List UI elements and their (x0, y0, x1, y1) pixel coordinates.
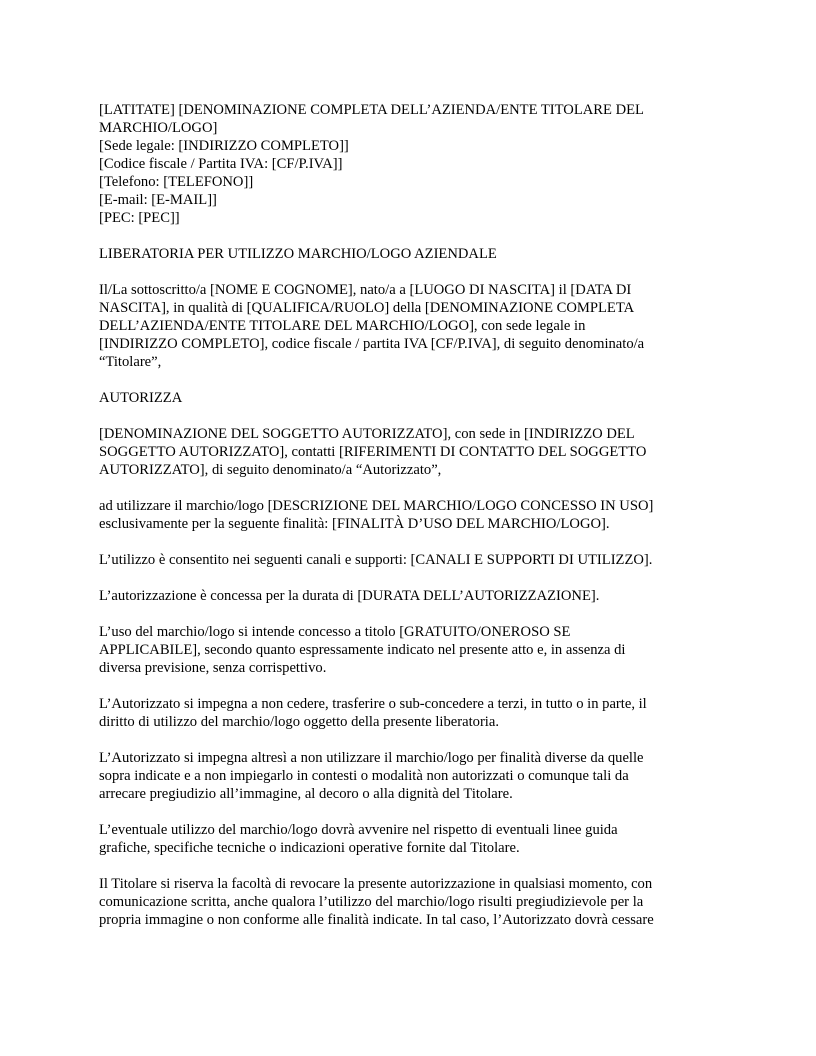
paragraph-line: Il/La sottoscritto/a [NOME E COGNOME], nato/a a [LUOGO DI NASCITA] il [DATA DI (99, 282, 632, 298)
document-body (99, 101, 719, 929)
paragraph-line: diversa previsione, senza corrispettivo. (99, 660, 327, 676)
paragraph-line: L’eventuale utilizzo del marchio/logo dovrà avvenire nel rispetto di eventuali linee guida (99, 822, 618, 838)
authorized-party-paragraph (99, 425, 719, 479)
paragraph-line: [INDIRIZZO COMPLETO], codice fiscale / partita IVA [CF/P.IVA], di seguito denominato/a (99, 336, 645, 352)
revocation-paragraph (99, 875, 719, 929)
paragraph-line: propria immagine o non conforme alle finalità indicate. In tal caso, l’Autorizzato dovrà cessare (99, 912, 654, 928)
paragraph-line: L’autorizzazione è concessa per la durata di [DURATA DELL’AUTORIZZAZIONE]. (99, 588, 600, 604)
paragraph-line: comunicazione scritta, anche qualora l’utilizzo del marchio/logo risulti pregiudizievole per la (99, 894, 644, 910)
purpose-paragraph (99, 497, 719, 533)
paragraph-line: Il Titolare si riserva la facoltà di revocare la presente autorizzazione in qualsiasi momento, con (99, 876, 653, 892)
paragraph-line: SOGGETTO AUTORIZZATO], contatti [RIFERIMENTI DI CONTATTO DEL SOGGETTO (99, 444, 647, 460)
letterhead-line: [E-mail: [E-MAIL]] (99, 192, 217, 208)
paragraph-line: L’Autorizzato si impegna a non cedere, trasferire o sub-concedere a terzi, in tutto o in parte, il (99, 696, 647, 712)
letterhead-line: MARCHIO/LOGO] (99, 120, 218, 136)
paragraph-line: grafiche, specifiche tecniche o indicazioni operative fornite dal Titolare. (99, 840, 520, 856)
paragraph-line: “Titolare”, (99, 354, 162, 370)
letterhead (99, 101, 719, 227)
paragraph-line: AUTORIZZATO], di seguito denominato/a “Autorizzato”, (99, 462, 442, 478)
paragraph-line: [DENOMINAZIONE DEL SOGGETTO AUTORIZZATO], con sede in [INDIRIZZO DEL (99, 426, 635, 442)
paragraph-line: esclusivamente per la seguente finalità: [FINALITÀ D’USO DEL MARCHIO/LOGO]. (99, 516, 610, 532)
paragraph-line: APPLICABILE], secondo quanto espressamente indicato nel presente atto e, in assenza di (99, 642, 626, 658)
letterhead-line: [Codice fiscale / Partita IVA: [CF/P.IVA]] (99, 156, 343, 172)
terms-paragraph (99, 623, 719, 677)
no-transfer-paragraph (99, 695, 719, 731)
authorizes-heading-line: AUTORIZZA (99, 390, 183, 406)
letterhead-line: [Sede legale: [INDIRIZZO COMPLETO]] (99, 138, 349, 154)
duration-paragraph (99, 587, 719, 605)
paragraph-line: ad utilizzare il marchio/logo [DESCRIZIONE DEL MARCHIO/LOGO CONCESSO IN USO] (99, 498, 654, 514)
paragraph-line: L’uso del marchio/logo si intende concesso a titolo [GRATUITO/ONEROSO SE (99, 624, 571, 640)
letterhead-line: [LATITATE] [DENOMINAZIONE COMPLETA DELL’AZIENDA/ENTE TITOLARE DEL (99, 102, 644, 118)
channels-paragraph (99, 551, 719, 569)
paragraph-line: L’utilizzo è consentito nei seguenti canali e supporti: [CANALI E SUPPORTI DI UTILIZZO]. (99, 552, 653, 568)
letterhead-line: [Telefono: [TELEFONO]] (99, 174, 254, 190)
authorizes-heading (99, 389, 719, 407)
document-title-line: LIBERATORIA PER UTILIZZO MARCHIO/LOGO AZIENDALE (99, 246, 497, 262)
paragraph-line: L’Autorizzato si impegna altresì a non utilizzare il marchio/logo per finalità diverse da quelle (99, 750, 644, 766)
no-misuse-paragraph (99, 749, 719, 803)
document-title (99, 245, 719, 263)
guidelines-paragraph (99, 821, 719, 857)
paragraph-line: sopra indicate e a non impiegarlo in contesti o modalità non autorizzati o comunque tali da (99, 768, 629, 784)
paragraph-line: NASCITA], in qualità di [QUALIFICA/RUOLO] della [DENOMINAZIONE COMPLETA (99, 300, 635, 316)
paragraph-line: diritto di utilizzo del marchio/logo oggetto della presente liberatoria. (99, 714, 499, 730)
intro-paragraph (99, 281, 719, 371)
letterhead-line: [PEC: [PEC]] (99, 210, 180, 226)
paragraph-line: arrecare pregiudizio all’immagine, al decoro o alla dignità del Titolare. (99, 786, 513, 802)
paragraph-line: DELL’AZIENDA/ENTE TITOLARE DEL MARCHIO/LOGO], con sede legale in (99, 318, 586, 334)
